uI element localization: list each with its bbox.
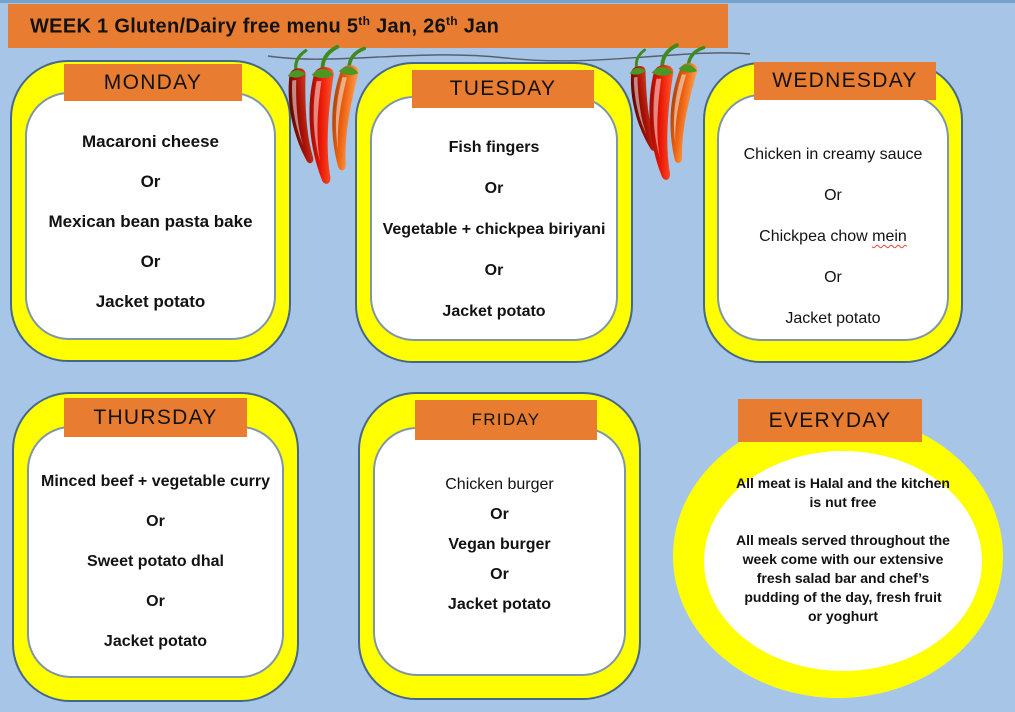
menu-item: Chickpea chow mein — [759, 228, 907, 245]
day-label: FRIDAY — [471, 410, 541, 429]
day-banner-friday — [415, 400, 597, 440]
menu-items-monday — [12, 130, 289, 314]
title-superscript: th — [446, 13, 458, 28]
day-card-thursday — [12, 392, 299, 702]
menu-items-thursday — [14, 470, 297, 654]
or-separator: Or — [146, 513, 165, 530]
or-separator: Or — [140, 252, 161, 271]
menu-item: Minced beef + vegetable curry — [41, 473, 270, 490]
everyday-notes — [704, 474, 982, 626]
menu-item: Sweet potato dhal — [87, 553, 224, 570]
menu-item: Chicken burger — [445, 476, 554, 493]
day-card-wednesday — [703, 62, 963, 363]
day-label: MONDAY — [103, 70, 203, 94]
menu-item: Fish fingers — [448, 139, 540, 156]
menu-item: Vegetable + chickpea biriyani — [382, 221, 606, 238]
title-banner — [8, 4, 728, 48]
menu-item: Jacket potato — [447, 596, 552, 613]
slide-top-edge — [0, 0, 1015, 3]
menu-item: Chicken in creamy sauce — [743, 146, 923, 163]
or-separator: Or — [490, 566, 509, 583]
day-label: EVERYDAY — [768, 408, 892, 432]
menu-item: Jacket potato — [103, 633, 208, 650]
day-banner-wednesday — [754, 62, 936, 100]
everyday-note: All meat is Halal and the kitchen is nut free — [736, 475, 950, 510]
menu-item: Vegan burger — [448, 536, 551, 553]
misspelled-word: mein — [872, 228, 907, 245]
menu-items-tuesday — [357, 136, 631, 324]
title-superscript: th — [358, 13, 371, 28]
menu-item: Mexican bean pasta bake — [48, 212, 253, 231]
menu-item: Jacket potato — [785, 310, 881, 327]
day-label: WEDNESDAY — [772, 69, 918, 92]
chili-peppers-icon — [622, 40, 714, 200]
menu-item: Jacket potato — [95, 292, 206, 311]
or-separator: Or — [490, 506, 509, 523]
day-banner-thursday — [64, 398, 247, 437]
or-separator: Or — [140, 172, 161, 191]
or-separator: Or — [824, 269, 842, 286]
day-banner-everyday — [738, 399, 922, 442]
day-label: TUESDAY — [449, 77, 557, 100]
menu-item: Macaroni cheese — [81, 132, 219, 151]
menu-items-friday — [360, 473, 639, 617]
day-banner-tuesday — [412, 70, 594, 108]
menu-items-wednesday — [705, 143, 961, 331]
day-card-tuesday — [355, 62, 633, 363]
day-label: THURSDAY — [93, 405, 218, 429]
everyday-note: All meals served throughout the week come with our extensive fresh salad bar and chef’s pudding of the day, fresh fruit or yoghurt — [736, 532, 950, 624]
or-separator: Or — [824, 187, 842, 204]
or-separator: Or — [484, 262, 504, 279]
day-card-monday — [10, 60, 291, 362]
menu-item: Jacket potato — [442, 303, 546, 320]
day-banner-monday — [64, 64, 242, 101]
day-card-friday — [358, 392, 641, 700]
or-separator: Or — [484, 180, 504, 197]
or-separator: Or — [146, 593, 165, 610]
page-title: WEEK 1 Gluten/Dairy free menu 5th Jan, 26th Jan — [30, 13, 500, 38]
